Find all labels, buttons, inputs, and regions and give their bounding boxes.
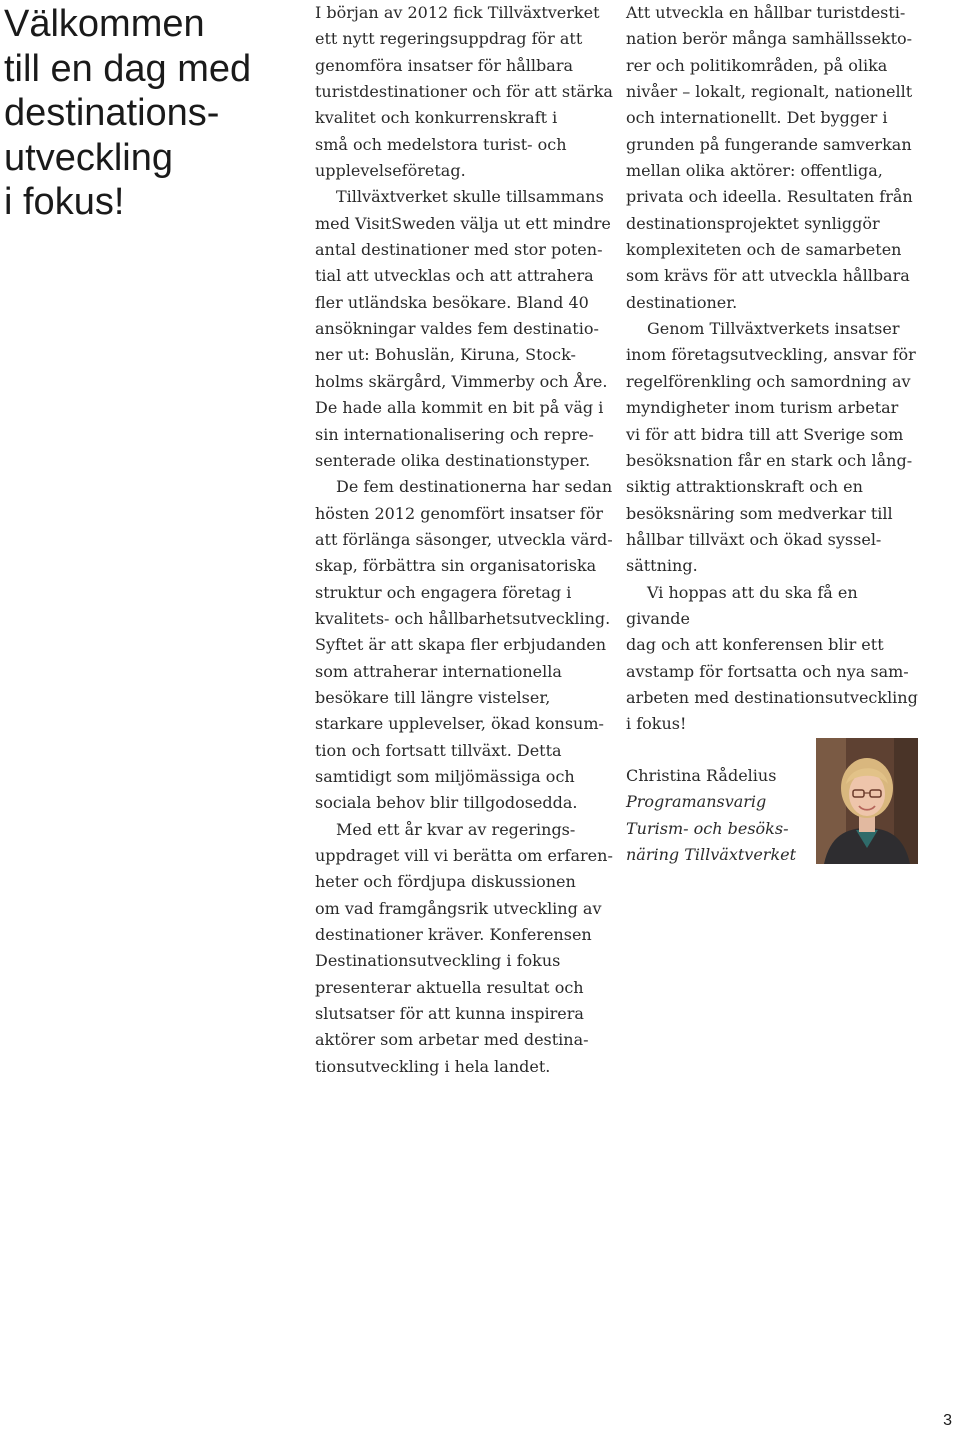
paragraph: I början av 2012 fick Tillväxtverket ett nytt regeringsuppdrag för att genomföra insatser för hållbara turistdestinationer och för att stärka kvalitet och konkurrenskraft i små och medelstora turist- och upplevelseföretag. bbox=[315, 3, 613, 181]
paragraph: Genom Tillväxtverkets insatser inom företagsutveckling, ansvar för regelförenkling och samordning av myndigheter inom turism arbetar vi för att bidra till att Sverige som besöksnation får en stark och lång- siktig attraktionskraft och en besöksnäring som medverkar till hållbar tillväxt och ökad syssel- sättning. bbox=[626, 319, 916, 576]
paragraph: Tillväxtverket skulle tillsammans med VisitSweden välja ut ett mindre antal destinationer med stor poten- tial att utvecklas och att attrahera fler utländska besökare. Bland 40 ansökningar valdes fem destinatio- ner ut: Bohuslän, Kiruna, Stock- holms skärgård, Vimmerby och Åre. De hade alla kommit en bit på väg i sin internationalisering och repre- senterade olika destinationstyper. bbox=[315, 187, 611, 470]
article-column-right bbox=[626, 0, 926, 738]
article-column-middle bbox=[315, 0, 615, 1080]
paragraph: De fem destinationerna har sedan hösten 2012 genomfört insatser för att förlänga säsonger, utveckla värd- skap, förbättra sin organisatoriska struktur och engagera företag i kvalitets- och hållbarhetsutveckling. Syftet är att skapa fler erbjudanden som attraherar internationella besökare till längre vistelser, starkare upplevelser, ökad konsum- tion och fortsatt tillväxt. Detta samtidigt som miljömässiga och sociala behov blir tillgodosedda. bbox=[315, 477, 613, 813]
page-headline: Välkommen till en dag med destinations- utveckling i fokus! bbox=[4, 3, 252, 223]
signature-role: Programansvarig Turism- och besöks- näring Tillväxtverket bbox=[626, 792, 797, 865]
signature-block bbox=[626, 763, 816, 868]
paragraph: Vi hoppas att du ska få en givande dag och att konferensen blir ett avstamp för fortsatta och nya sam- arbeten med destinationsutveckling i fokus! bbox=[626, 582, 918, 734]
portrait-image bbox=[816, 738, 918, 864]
paragraph: Att utveckla en hållbar turistdesti- nation berör många samhällssekto- rer och politikområden, på olika nivåer – lokalt, regionalt, nationellt och internationellt. Det bygger i grunden på fungerande samverkan mellan olika aktörer: offentliga, privata och ideella. Resultaten från destinationsprojektet synliggör komplexiteten och de samarbeten som krävs för att utveckla hållbara destinationer. bbox=[626, 3, 913, 312]
signature-name: Christina Rådelius bbox=[626, 766, 777, 785]
author-portrait bbox=[816, 738, 918, 864]
page-number: 3 bbox=[943, 1412, 952, 1429]
paragraph: Med ett år kvar av regerings- uppdraget vill vi berätta om erfaren- heter och fördjupa diskussionen om vad framgångsrik utveckling av destinationer kräver. Konferensen Destinationsutveckling i fokus presenterar aktuella resultat och slutsatser för att kunna inspirera aktörer som arbetar med destina- tionsutveckling i hela landet. bbox=[315, 819, 613, 1076]
